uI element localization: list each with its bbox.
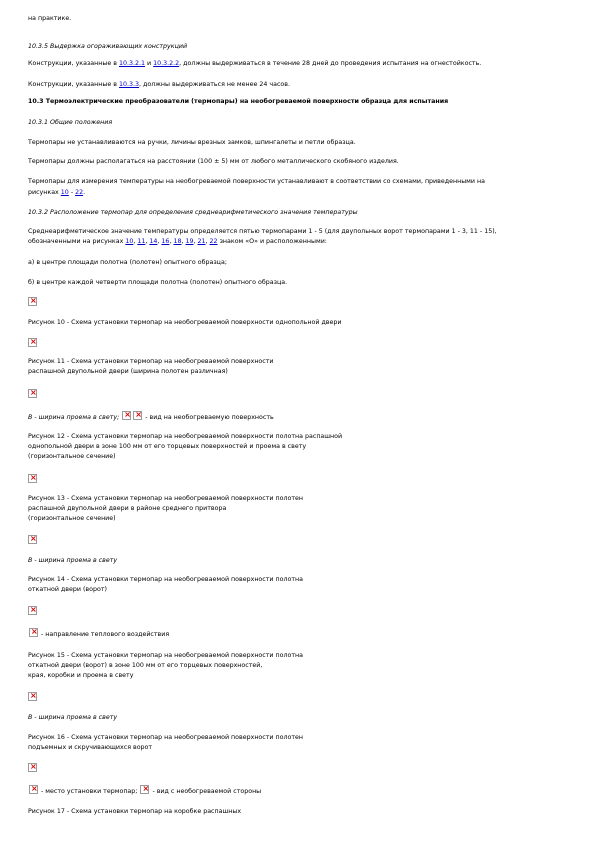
paragraph-continuation	[28, 188, 85, 198]
broken-image-icon	[28, 297, 37, 306]
broken-image-icon	[28, 763, 37, 772]
figure-legend	[28, 628, 169, 640]
link-figure-10[interactable]: 10	[60, 189, 69, 196]
paragraph: Среднеарифметическое значение температуры определяется пятью термопарами 1 - 5 (для двупольных ворот термопарами 1 - 3, 11 - 15),	[28, 228, 497, 235]
text: , должны выдерживаться не менее 24 часов.	[139, 81, 290, 88]
text: .	[83, 189, 86, 196]
broken-image-icon	[133, 411, 142, 420]
link-figure[interactable]: 21	[197, 238, 206, 245]
paragraph	[28, 80, 290, 90]
figure-legend: В - ширина проема в свету	[28, 714, 118, 721]
link-figure[interactable]: 16	[161, 238, 170, 245]
broken-image-icon	[28, 606, 37, 615]
link-figure[interactable]: 22	[209, 238, 218, 245]
broken-image-icon	[122, 411, 131, 420]
figure-caption-11: распашной двупольной двери (ширина полотен различная)	[28, 368, 228, 375]
link-10-3-2-2[interactable]: 10.3.2.2	[153, 60, 180, 67]
text: и	[145, 60, 154, 67]
figure-caption-17: Рисунок 17 - Схема установки термопар на коробке распашных	[28, 808, 242, 815]
figure-caption-12: однопольной двери в зоне 100 мм от его торцевых поверхностей и проема в свету	[28, 443, 307, 450]
link-10-3-2-1[interactable]: 10.3.2.1	[118, 60, 146, 67]
paragraph: на практике.	[28, 15, 72, 22]
broken-image-icon	[28, 338, 37, 347]
figure-legend	[28, 785, 261, 797]
figure-caption-12: Рисунок 12 - Схема установки термопар на необогреваемой поверхности полотна распашной	[28, 433, 343, 440]
broken-image-icon	[28, 389, 37, 398]
section-heading-10-3: 10.3 Термоэлектрические преобразователи (термопары) на необогреваемой поверхности образца для испытания	[28, 98, 449, 105]
text: Конструкции, указанные в	[28, 60, 119, 67]
broken-image-icon	[28, 535, 37, 544]
figure-caption-15: края, коробки и проема в свету	[28, 672, 134, 679]
figure-caption-14: откатной двери (ворот)	[28, 586, 107, 593]
figure-caption-14: Рисунок 14 - Схема установки термопар на необогреваемой поверхности полотна	[28, 576, 303, 583]
broken-image-icon	[28, 474, 37, 483]
text: обозначенными на рисунках	[28, 238, 126, 245]
link-figure-22[interactable]: 22	[75, 189, 84, 196]
text: , должны выдерживаться в течение 28 дней до проведения испытания на огнестойкость.	[179, 60, 482, 67]
list-item: б) в центре каждой четверти площади полотна (полотен) опытного образца.	[28, 279, 288, 286]
figure-caption-16: Рисунок 16 - Схема установки термопар на необогреваемой поверхности полотен	[28, 734, 304, 741]
figure-caption-13: (горизонтальное сечение)	[28, 515, 116, 522]
figure-caption-15: откатной двери (ворот) в зоне 100 мм от его торцевых поверхностей,	[28, 662, 263, 669]
link-figure[interactable]: 19	[185, 238, 194, 245]
figure-caption-12: (горизонтальное сечение)	[28, 453, 116, 460]
broken-image-icon	[140, 785, 149, 794]
text: - вид с необогреваемой стороны	[150, 788, 262, 795]
figure-caption-10: Рисунок 10 - Схема установки термопар на необогреваемой поверхности однопольной двери	[28, 319, 342, 326]
list-item: а) в центре площади полотна (полотен) опытного образца;	[28, 259, 227, 266]
figure-caption-11: Рисунок 11 - Схема установки термопар на необогреваемой поверхности	[28, 358, 274, 365]
text: - направление теплового воздействия	[39, 631, 170, 638]
link-figure[interactable]: 11	[137, 238, 146, 245]
paragraph: Термопары для измерения температуры на необогреваемой поверхности устанавливают в соответствии со схемами, приведенными на	[28, 178, 485, 185]
link-10-3-3[interactable]: 10.3.3	[118, 81, 139, 88]
paragraph: Термопары должны располагаться на расстоянии (100 ± 5) мм от любого металлического скобяного изделия.	[28, 158, 399, 165]
text: В - ширина проема в свету;	[28, 414, 120, 421]
text: рисунках	[28, 189, 61, 196]
link-figure[interactable]: 10	[125, 238, 134, 245]
figure-legend: В - ширина проема в свету	[28, 557, 118, 564]
text: -	[68, 189, 76, 196]
broken-image-icon	[29, 628, 38, 637]
text: Конструкции, указанные в	[28, 81, 119, 88]
section-heading-10-3-2: 10.3.2 Расположение термопар для определения среднеарифметического значения температуры	[28, 209, 358, 216]
link-figure[interactable]: 18	[173, 238, 182, 245]
text: знаком «О» и расположенными:	[217, 238, 327, 245]
figure-caption-16: подъемных и скручивающихся ворот	[28, 744, 153, 751]
paragraph-continuation: обозначенными на рисунках 10, 11, 14, 16, 18, 19, 21, 22 знаком «О» и расположенными:	[28, 238, 327, 245]
text: - место установки термопар;	[39, 788, 138, 795]
paragraph	[28, 59, 481, 69]
figure-caption-13: распашной двупольной двери в районе среднего притвора	[28, 505, 227, 512]
text: - вид на необогреваемую поверхность	[143, 414, 274, 421]
section-heading-10-3-5: 10.3.5 Выдержка огораживающих конструкций	[28, 43, 188, 50]
figure-caption-15: Рисунок 15 - Схема установки термопар на необогреваемой поверхности полотна	[28, 652, 303, 659]
figure-caption-13: Рисунок 13 - Схема установки термопар на необогреваемой поверхности полотен	[28, 495, 304, 502]
figure-legend	[28, 411, 274, 423]
broken-image-icon	[29, 785, 38, 794]
link-figure[interactable]: 14	[149, 238, 158, 245]
broken-image-icon	[28, 692, 37, 701]
section-heading-10-3-1: 10.3.1 Общие положения	[28, 119, 113, 126]
paragraph: Термопары не устанавливаются на ручки, личины врезных замков, шпингалеты и петли образца.	[28, 139, 356, 146]
